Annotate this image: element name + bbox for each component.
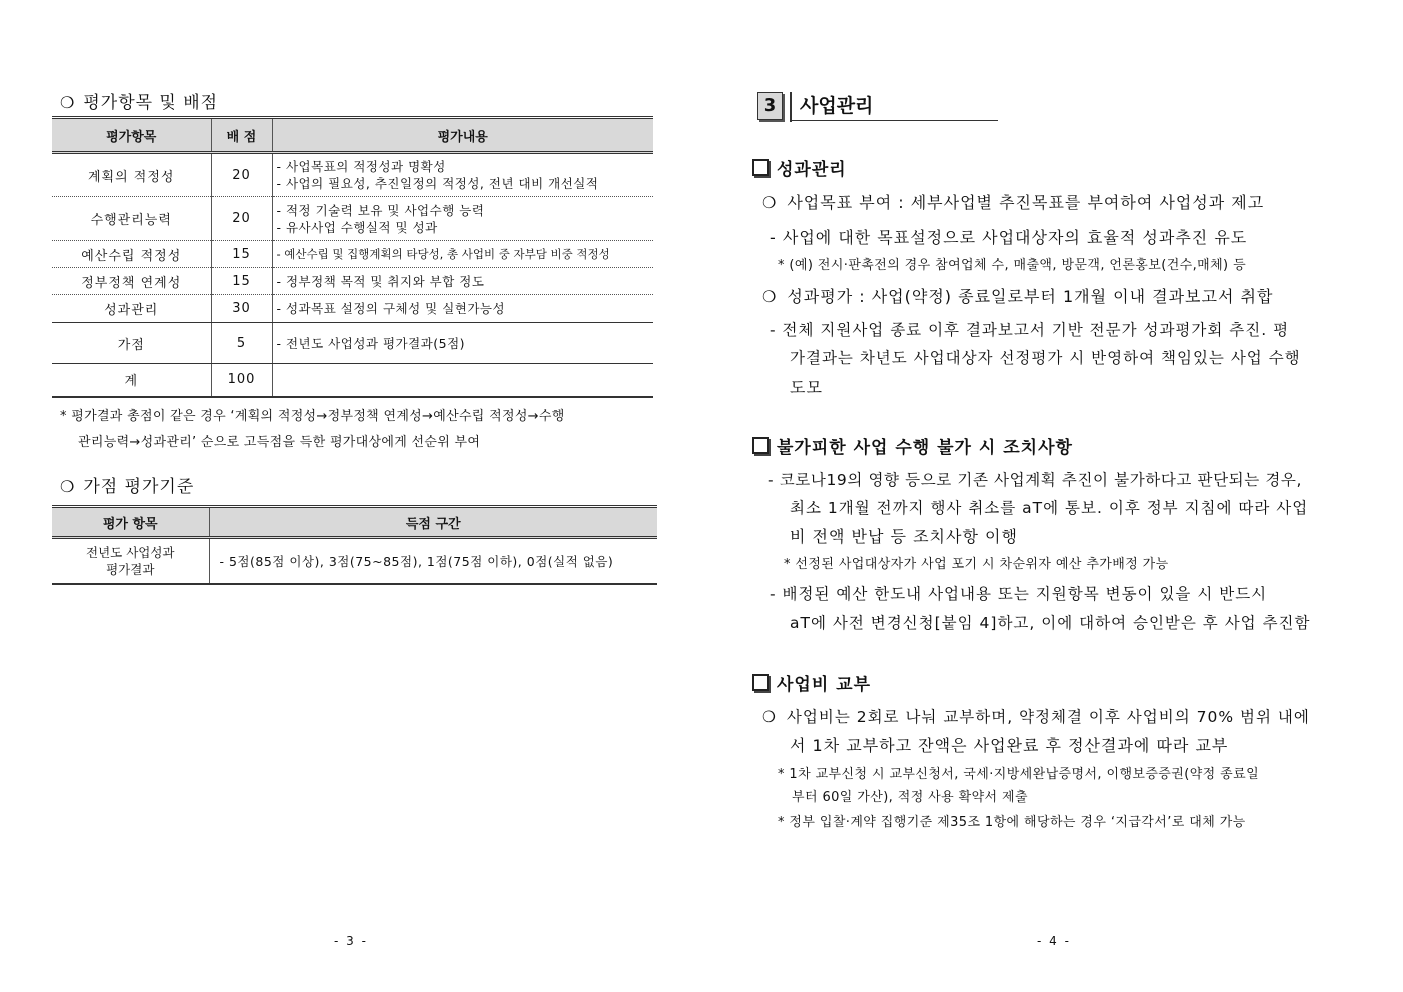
circle-bullet-icon: ❍ xyxy=(60,477,76,496)
eval-item: 계획의 적정성 xyxy=(52,153,211,197)
table-header: 득점 구간 xyxy=(209,507,657,538)
grant-note-1-line2: 부터 60일 가산), 적정 사용 확약서 제출 xyxy=(792,790,1028,805)
table-row xyxy=(52,268,653,295)
table-header: 평가항목 xyxy=(52,118,211,153)
eval-item: 계 xyxy=(52,364,211,397)
table-header-row xyxy=(52,507,657,538)
unavoidable-heading: 불가피한 사업 수행 불가 시 조치사항 xyxy=(752,433,1073,458)
eval-content xyxy=(272,364,653,397)
square-bullet-icon xyxy=(752,674,769,691)
bonus-item: 전년도 사업성과 평가결과 xyxy=(52,538,209,585)
eval-note: * 평가결과 총점이 같은 경우 ‘계획의 적정성→정부정책 연계성→예산수립 적정성→수행 관리능력→성과관리’ 순으로 고득점을 득한 평가대상에게 선순위 부여 xyxy=(60,409,565,450)
circle-bullet-icon: ❍ xyxy=(762,708,777,726)
perf-note-1: * (예) 전시·판촉전의 경우 참여업체 수, 매출액, 방문객, 언론홍보(건수,매체) 등 xyxy=(778,258,1247,273)
eval-item: 가점 xyxy=(52,323,211,364)
perf-dash-2-line1: - 전체 지원사업 종료 이후 결과보고서 기반 전문가 성과평가회 추진. 평 xyxy=(770,321,1290,339)
unavoidable-dash-1-line3: 비 전액 반납 등 조치사항 이행 xyxy=(790,527,1018,546)
eval-content: - 정부정책 목적 및 취지와 부합 정도 xyxy=(272,268,653,295)
perf-bullet-1: ❍ 사업목표 부여 : 세부사업별 추진목표를 부여하여 사업성과 제고 xyxy=(762,193,1265,212)
perf-heading: 성과관리 xyxy=(752,155,847,180)
page-number: - 3 - xyxy=(334,934,368,948)
table-header: 평가내용 xyxy=(272,118,653,153)
eval-item: 정부정책 연계성 xyxy=(52,268,211,295)
table-header: 배 점 xyxy=(211,118,272,153)
bonus-range: - 5점(85점 이상), 3점(75~85점), 1점(75점 이하), 0점(실적 없음) xyxy=(209,538,657,585)
eval-content: - 성과목표 설정의 구체성 및 실현가능성 xyxy=(272,295,653,323)
table-row xyxy=(52,295,653,323)
right-page xyxy=(702,0,1403,992)
unavoidable-dash-1-line1: - 코로나19의 영향 등으로 기존 사업계획 추진이 불가하다고 판단되는 경우, xyxy=(768,471,1303,489)
table-row xyxy=(52,538,657,585)
eval-score: 15 xyxy=(211,268,272,295)
section-number: 3 xyxy=(757,92,783,120)
eval-score: 30 xyxy=(211,295,272,323)
perf-dash-2-line3: 도모 xyxy=(790,378,823,397)
grant-note-2: * 정부 입찰·계약 집행기준 제35조 1항에 해당하는 경우 ‘지급각서’로 대체 가능 xyxy=(778,815,1246,830)
grant-bullet-1-line2: 서 1차 교부하고 잔액은 사업완료 후 정산결과에 따라 교부 xyxy=(790,736,1229,755)
eval-content: - 적정 기술력 보유 및 사업수행 능력 - 유사사업 수행실적 및 성과 xyxy=(272,197,653,241)
table-row xyxy=(52,153,653,197)
square-bullet-icon xyxy=(752,159,769,176)
eval-content: - 예산수립 및 집행계획의 타당성, 총 사업비 중 자부담 비중 적정성 xyxy=(272,241,653,268)
grant-bullet-1-line1: ❍ 사업비는 2회로 나눠 교부하며, 약정체결 이후 사업비의 70% 범위 내에 xyxy=(762,708,1310,726)
perf-dash-1: - 사업에 대한 목표설정으로 사업대상자의 효율적 성과추진 유도 xyxy=(770,228,1248,247)
eval-item: 수행관리능력 xyxy=(52,197,211,241)
unavoidable-dash-1-line2: 최소 1개월 전까지 행사 취소를 aT에 통보. 이후 정부 지침에 따라 사업 xyxy=(790,499,1309,517)
table-row xyxy=(52,323,653,364)
circle-bullet-icon: ❍ xyxy=(60,93,76,112)
unavoidable-dash-2-line1: - 배정된 예산 한도내 사업내용 또는 지원항목 변동이 있을 시 반드시 xyxy=(770,585,1268,603)
unavoidable-dash-2-line2: aT에 사전 변경신청[붙임 4]하고, 이에 대하여 승인받은 후 사업 추진함 xyxy=(790,614,1311,632)
table-header-row xyxy=(52,118,653,153)
eval-heading: ❍ 평가항목 및 배점 xyxy=(60,93,219,113)
table-row xyxy=(52,364,653,397)
eval-table xyxy=(52,116,653,398)
eval-content: - 전년도 사업성과 평가결과(5점) xyxy=(272,323,653,364)
table-row xyxy=(52,197,653,241)
table-row xyxy=(52,241,653,268)
section-title: 사업관리 xyxy=(800,95,874,117)
circle-bullet-icon: ❍ xyxy=(762,287,778,306)
eval-item: 성과관리 xyxy=(52,295,211,323)
section-divider xyxy=(790,92,792,122)
eval-score: 15 xyxy=(211,241,272,268)
bonus-table xyxy=(52,505,657,585)
circle-bullet-icon: ❍ xyxy=(762,193,778,212)
square-bullet-icon xyxy=(752,437,769,454)
grant-note-1-line1: * 1차 교부신청 시 교부신청서, 국세·지방세완납증명서, 이행보증증권(약정 종료일 xyxy=(778,767,1260,782)
unavoidable-note-1: * 선정된 사업대상자가 사업 포기 시 차순위자 예산 추가배정 가능 xyxy=(784,557,1169,572)
perf-bullet-2: ❍ 성과평가 : 사업(약정) 종료일로부터 1개월 이내 결과보고서 취합 xyxy=(762,287,1274,306)
eval-score: 20 xyxy=(211,153,272,197)
eval-content: - 사업목표의 적정성과 명확성 - 사업의 필요성, 추진일정의 적정성, 전년 대비 개선실적 xyxy=(272,153,653,197)
table-header: 평가 항목 xyxy=(52,507,209,538)
page-number: - 4 - xyxy=(1037,934,1071,948)
bonus-heading: ❍ 가점 평가기준 xyxy=(60,477,195,497)
eval-score: 20 xyxy=(211,197,272,241)
grant-heading: 사업비 교부 xyxy=(752,670,871,695)
section-underline xyxy=(792,120,998,121)
eval-score: 5 xyxy=(211,323,272,364)
perf-dash-2-line2: 가결과는 차년도 사업대상자 선정평가 시 반영하여 책임있는 사업 수행 xyxy=(790,349,1301,367)
eval-score: 100 xyxy=(211,364,272,397)
eval-item: 예산수립 적정성 xyxy=(52,241,211,268)
